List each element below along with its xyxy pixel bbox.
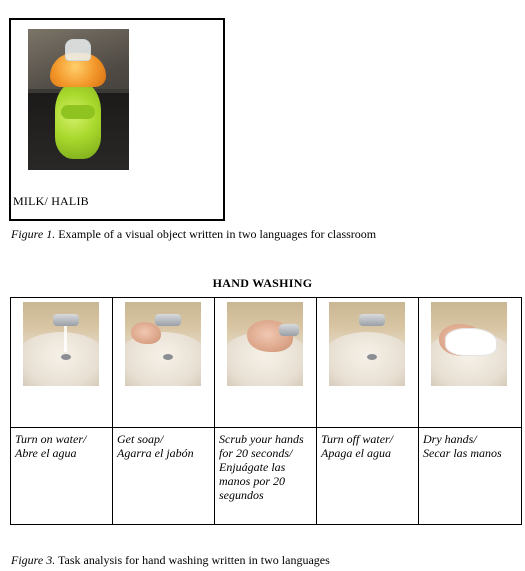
faucet-photo [23, 302, 99, 386]
figure1-caption-text: Example of a visual object written in two languages for classroom [55, 227, 377, 241]
sink-shape [23, 332, 99, 386]
faucet-shape [53, 314, 79, 326]
cup-body-shape [55, 81, 101, 159]
hand-shape [131, 322, 161, 344]
sippy-cup-photo [28, 29, 129, 170]
drain-shape [61, 354, 71, 360]
step-5-label-cell [419, 428, 521, 524]
towel-photo [431, 302, 507, 386]
water-shape [64, 326, 67, 352]
step-3-image-cell [215, 298, 317, 428]
faucet-shape [155, 314, 181, 326]
step-4-label: Turn off water/ Apaga el agua [321, 432, 394, 460]
step-2-label: Get soap/ Agarra el jabón [117, 432, 194, 460]
step-2-image-cell [113, 298, 215, 428]
step-1-image-cell [11, 298, 113, 428]
figure1-label: MILK/ HALIB [13, 194, 89, 208]
step-1-label: Turn on water/ Abre el agua [15, 432, 87, 460]
figure1-box [9, 18, 225, 221]
figure3-caption-text: Task analysis for hand washing written in two languages [55, 553, 330, 567]
faucet-off-photo [329, 302, 405, 386]
towel-shape [445, 328, 497, 356]
cup-waist-shape [61, 105, 95, 119]
hand-washing-title: HAND WASHING [212, 276, 313, 290]
scrub-photo [227, 302, 303, 386]
faucet-shape [359, 314, 385, 326]
step-1-label-cell [11, 428, 113, 524]
figure1-caption-tag: Figure 1. [11, 227, 56, 241]
step-5-label: Dry hands/ Secar las manos [423, 432, 502, 460]
step-4-image-cell [317, 298, 419, 428]
step-5-image-cell [419, 298, 521, 428]
faucet-shape [279, 324, 299, 336]
figure1-caption [11, 227, 376, 242]
step-3-label-cell [215, 428, 317, 524]
task-analysis-table [10, 297, 522, 525]
figure3-caption [11, 553, 330, 568]
step-3-label: Scrub your hands for 20 seconds/ Enjuágate las manos por 20 segundos [219, 432, 304, 502]
soap-photo [125, 302, 201, 386]
drain-shape [367, 354, 377, 360]
drain-shape [163, 354, 173, 360]
cup-spout-shape [65, 39, 91, 61]
sink-shape [329, 332, 405, 386]
step-2-label-cell [113, 428, 215, 524]
step-4-label-cell [317, 428, 419, 524]
figure3-caption-tag: Figure 3. [11, 553, 56, 567]
